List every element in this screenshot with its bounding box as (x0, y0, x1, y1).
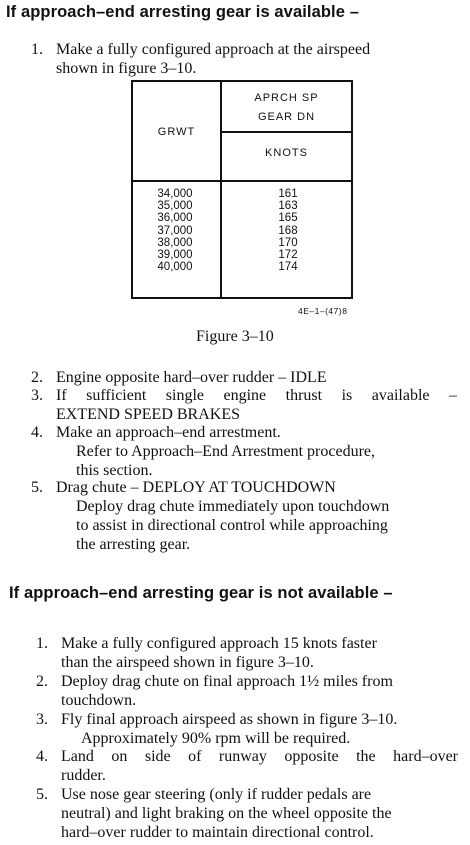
step-line: If sufficient single engine thrust is available – (56, 387, 457, 404)
table-cell: 168 (278, 224, 298, 237)
step-line: shown in figure 3–10. (56, 60, 197, 77)
step-line: the arresting gear. (76, 536, 191, 553)
step-line: rudder. (61, 767, 106, 784)
step-line: to assist in directional control while approaching (76, 517, 388, 534)
step-line: Make a fully configured approach at the airspeed (56, 41, 371, 58)
step-number: 5. (31, 479, 43, 496)
step-line: Land on side of runway opposite the hard–over (61, 748, 458, 765)
figure-code: 4E–1–(47)8 (298, 306, 348, 316)
step-line: than the airspeed shown in figure 3–10. (61, 654, 314, 671)
step-line: Make an approach–end arrestment. (56, 424, 281, 441)
figure-caption: Figure 3–10 (196, 328, 274, 345)
table-cell: 38,000 (157, 236, 193, 249)
step-number: 1. (31, 41, 43, 58)
step-line: Engine opposite hard–over rudder – IDLE (56, 369, 327, 386)
section-heading-available: If approach–end arresting gear is available – (6, 3, 359, 21)
step-line: neutral) and light braking on the wheel opposite the (61, 805, 392, 822)
knots-column (258, 188, 318, 273)
step-line: Use nose gear steering (only if rudder pedals are (61, 786, 372, 803)
step-line: Refer to Approach–End Arrestment procedure, (76, 443, 376, 460)
table-cell: 36,000 (157, 212, 193, 225)
step-number: 5. (36, 786, 48, 803)
step-line: EXTEND SPEED BRAKES (56, 406, 241, 423)
airspeed-table (131, 80, 353, 299)
aprch-header (222, 89, 351, 127)
step-line: Approximately 90% rpm will be required. (81, 730, 351, 747)
table-cell: 39,000 (157, 249, 193, 262)
table-cell: 165 (278, 212, 298, 225)
step-number: 3. (36, 711, 48, 728)
step-number: 4. (36, 748, 48, 765)
step-line: this section. (76, 462, 153, 479)
step-line: Deploy drag chute on final approach 1½ miles from (61, 673, 393, 690)
step-line: hard–over rudder to maintain directional control. (61, 824, 374, 841)
table-cell: 40,000 (157, 261, 193, 274)
header-line: GEAR DN (257, 111, 316, 123)
step-line: touchdown. (61, 692, 137, 709)
step-line: Deploy drag chute immediately upon touchdown (76, 498, 390, 515)
table-cell: 170 (278, 236, 298, 249)
table-cell: 37,000 (157, 224, 193, 237)
table-cell: 174 (278, 261, 298, 274)
grwt-column (145, 188, 205, 273)
step-number: 2. (31, 369, 43, 386)
knots-header: KNOTS (265, 147, 308, 159)
table-cell: 163 (278, 200, 298, 213)
table-cell: 35,000 (157, 200, 193, 213)
header-line: APRCH SP (254, 92, 319, 104)
step-line: Drag chute – DEPLOY AT TOUCHDOWN (56, 479, 336, 496)
table-cell: 161 (278, 188, 298, 200)
table-divider (133, 180, 351, 182)
step-number: 1. (36, 635, 48, 652)
step-number: 2. (36, 673, 48, 690)
grwt-header: GRWT (157, 126, 196, 138)
table-cell: 172 (278, 249, 298, 262)
section-heading-not-available: If approach–end arresting gear is not available – (9, 584, 393, 602)
table-cell: 34,000 (157, 188, 193, 200)
step-number: 3. (31, 387, 43, 404)
step-line: Make a fully configured approach 15 knots faster (61, 635, 377, 652)
table-divider (220, 131, 351, 133)
step-number: 4. (31, 424, 43, 441)
step-line: Fly final approach airspeed as shown in figure 3–10. (61, 711, 398, 728)
